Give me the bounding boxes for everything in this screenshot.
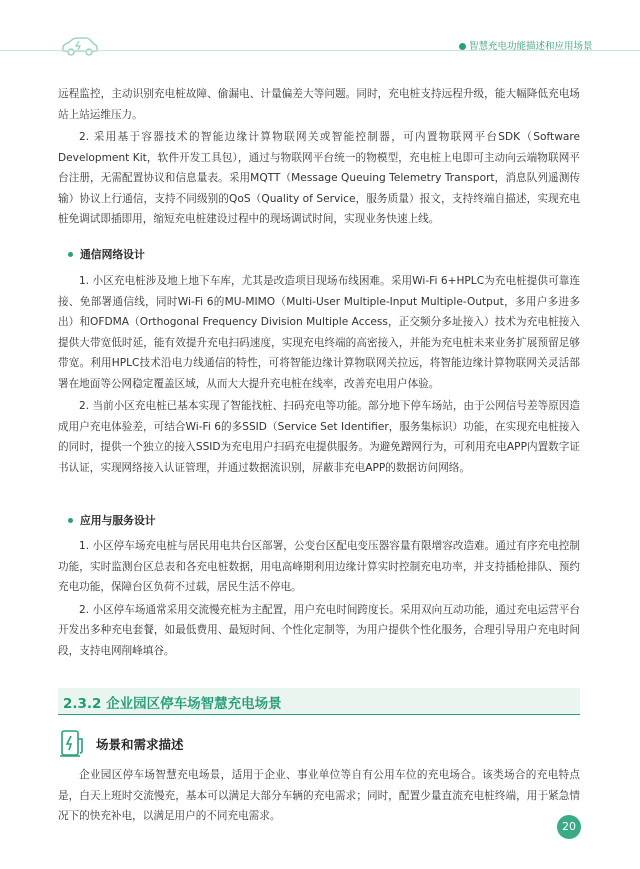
paragraph: 2. 采用基于容器技术的智能边缘计算物联网关或智能控制器，可内置物联网平台SDK（Software Development Kit，软件开发工具包），通过与物联网平台统一的物模型，充电桩上电即可主动向云端物联网平台注册，无需配置协议和信息量表。采用MQTT（Message Queuing Telemetry Transport，消息队列遥测传输）协议上行通信，支持不同级别的QoS（Quality of Service，服务质量）报文，支持终端自描述，实现充电桩免调试即插即用，缩短充电桩建设过程中的现场调试时间，实现业务快速上线。 [58,131,580,225]
paragraph: 2. 小区停车场通常采用交流慢充桩为主配置，用户充电时间跨度长。采用双向互动功能，通过充电运营平台开发出多种充电套餐，如最低费用、最短时间、个性化定制等，为用户提供个性化服务，合理引导用户充电时间段，支持电网削峰填谷。 [58,603,580,657]
service-block [58,536,580,661]
paragraph: 1. 小区充电桩涉及地上地下车库，尤其是改造项目现场布线困难。采用Wi-Fi 6+HPLC为充电桩提供可靠连接、免部署通信线，同时Wi-Fi 6的MU-MIMO（Multi-User Multiple-Input Multiple-Output，多用户多进多出）和OFDMA（Orthogonal Frequency Division Multiple Access，正交频分多址接入）技术为充电桩接入提供大带宽低时延，能有效提升充电扫码速度，实现充电终端的高密接入，并能为充电桩未来业务扩展预留足够带宽。利用HPLC技术沿电力线通信的特性，可将智能边缘计算物联网关拉远，将智能边缘计算物联网关灵活部署在地面等公网稳定覆盖区域，从而大大提升充电桩在线率，改善充电用户体验。 [58,275,580,390]
header-title: 智慧充电功能描述和应用场景 [469,41,593,52]
subsection-title: 场景和需求描述 [96,737,184,752]
car-icon [60,34,100,58]
heading-network-design: 通信网络设计 [68,247,145,262]
network-block [58,271,580,478]
page-header [0,0,640,70]
paragraph: 1. 小区停车场充电桩与居民用电共台区部署，公变台区配电变压器容量有限增容改造难。通过有序充电控制功能，实时监测台区总表和各充电桩数据，用电高峰期利用边缘计算实时控制充电功率，并支持插枪排队、预约充电功能，保障台区负荷不过载，居民生活不停电。 [58,540,580,593]
paragraph: 远程监控，主动识别充电桩故障、偷漏电、计量偏差大等问题。同时，充电桩支持远程升级，能大幅降低充电场站上站运维压力。 [58,88,580,121]
intro-block [58,84,580,230]
page-number: 20 [557,815,581,839]
paragraph: 企业园区停车场智慧充电场景，适用于企业、事业单位等自有公用车位的充电场合。该类场合的充电特点是，白天上班时交流慢充，基本可以满足大部分车辆的充电需求；同时，配置少量直流充电桩终端，用于紧急情况下的快充补电，以满足用户的不同充电需求。 [58,769,580,822]
section-title: 2.3.2 企业园区停车场智慧充电场景 [63,696,282,712]
header-bullet [459,43,466,50]
section-heading-bar [58,688,580,715]
paragraph: 2. 当前小区充电桩已基本实现了智能找桩、扫码充电等功能。部分地下停车场站，由于公网信号差等原因造成用户充电体验差，可结合Wi-Fi 6的多SSID（Service Set Identifier，服务集标识）功能，在实现充电桩接入的同时，提供一个独立的接入SSID为充电用户扫码充电提供服务。为避免蹭网行为，可利用充电APP内置数字证书认证，实现网络接入认证管理，并通过数据流识别，屏蔽非充电APP的数据访问网络。 [58,400,580,474]
bullet-dot [68,518,73,523]
heading-service-design: 应用与服务设计 [68,513,156,528]
scenario-block [58,765,580,827]
bullet-dot [68,252,73,257]
charging-station-icon [60,729,86,759]
